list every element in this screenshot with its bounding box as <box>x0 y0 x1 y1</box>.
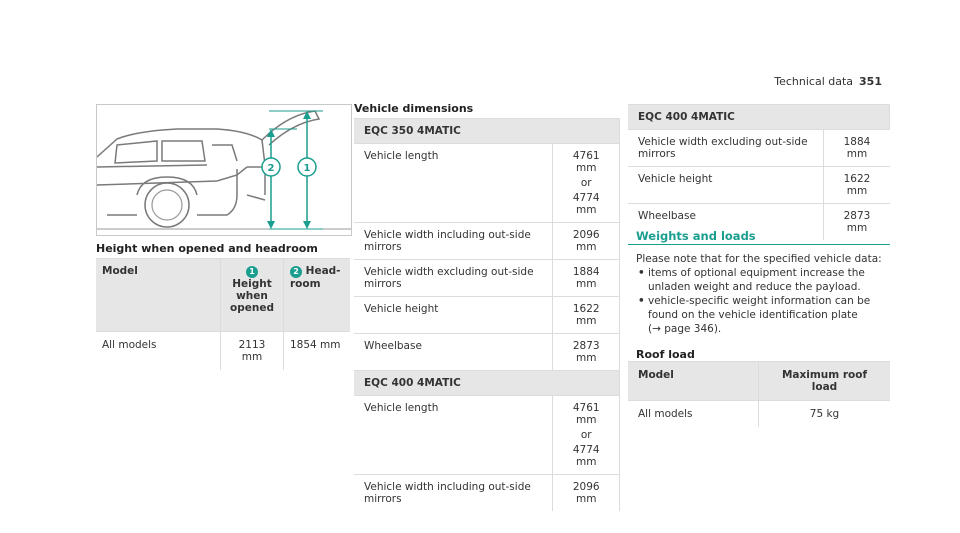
weights-intro: Please note that for the specified vehicle data: <box>636 253 882 265</box>
height-col-height <box>221 259 284 332</box>
table-row <box>354 223 620 260</box>
value-primary: 4761 mm <box>572 150 600 174</box>
row-label: Vehicle height <box>628 167 824 204</box>
vehicle-dimensions-caption: Vehicle dimensions <box>354 102 474 115</box>
row-label: Vehicle height <box>354 297 553 334</box>
height-table-header <box>96 259 350 332</box>
row-label: Vehicle length <box>354 396 553 475</box>
table-row <box>354 334 620 371</box>
table-row <box>628 130 890 167</box>
list-item <box>636 294 890 336</box>
figure-marker-2: 2 <box>267 163 275 174</box>
vehicle-dimensions-table <box>354 118 620 511</box>
row-value: 2873 mm <box>824 204 890 241</box>
section-title: Technical data <box>774 75 854 88</box>
weights-divider <box>628 244 890 245</box>
figure-marker-1: 1 <box>303 163 311 174</box>
vehicle-rear-illustration <box>97 105 351 235</box>
headroom-badge: 2 <box>290 266 302 278</box>
height-row-model: All models <box>96 332 221 371</box>
value-alt: 4774 mm <box>572 444 600 468</box>
row-label: Vehicle width including out-side mirrors <box>354 475 553 512</box>
page-reference-link[interactable]: (→ page 346). <box>648 323 722 335</box>
row-label: Wheelbase <box>628 204 824 241</box>
row-label: Vehicle width including out-side mirrors <box>354 223 553 260</box>
row-value: 1622 mm <box>824 167 890 204</box>
roof-col-max: Maximum roof load <box>759 362 891 401</box>
row-label: Vehicle length <box>354 144 553 223</box>
eqc350-title: EQC 350 4MATIC <box>354 119 620 144</box>
value-primary: 4761 mm <box>572 402 600 426</box>
row-value: 2873 mm <box>553 334 620 371</box>
row-label: Vehicle width excluding out-side mirrors <box>354 260 553 297</box>
row-value: 1622 mm <box>553 297 620 334</box>
row-value: 1884 mm <box>824 130 890 167</box>
row-value: 2096 mm <box>553 475 620 512</box>
roof-load-heading: Roof load <box>636 348 695 361</box>
row-label: Vehicle width excluding out-side mirrors <box>628 130 824 167</box>
vehicle-height-figure <box>96 104 352 236</box>
headroom-col-label: Head-room <box>290 265 341 290</box>
height-table <box>96 258 350 370</box>
row-value: 2096 mm <box>553 223 620 260</box>
list-item <box>636 266 890 294</box>
height-col-headroom <box>284 259 351 332</box>
table-row <box>628 401 890 428</box>
height-col-model: Model <box>96 259 221 332</box>
table-row <box>354 144 620 223</box>
value-or: or <box>580 429 592 441</box>
roof-load-header <box>628 362 890 401</box>
value-alt: 4774 mm <box>572 192 600 216</box>
eqc400-title-continued: EQC 400 4MATIC <box>628 105 890 130</box>
roof-col-model: Model <box>628 362 759 401</box>
row-value <box>553 396 620 475</box>
weights-heading: Weights and loads <box>636 229 756 243</box>
bullet-text: items of optional equipment increase the unladen weight and reduce the payload. <box>648 267 865 293</box>
weights-body <box>636 252 890 336</box>
row-value <box>553 144 620 223</box>
row-value: 1884 mm <box>553 260 620 297</box>
height-col-label: Height when opened <box>230 278 274 314</box>
page-number: 351 <box>859 75 882 88</box>
bullet-text: vehicle-specific weight information can be found on the vehicle identification plate <box>648 295 871 321</box>
table-row <box>354 297 620 334</box>
table-row <box>96 332 350 371</box>
height-badge: 1 <box>246 266 258 278</box>
table-row <box>354 260 620 297</box>
table-row <box>354 396 620 475</box>
height-caption: Height when opened and headroom <box>96 242 318 255</box>
eqc400-continued-table <box>628 104 890 240</box>
roof-row-value: 75 kg <box>759 401 891 428</box>
page-header <box>774 75 882 88</box>
height-row-height: 2113 mm <box>221 332 284 371</box>
height-row-headroom: 1854 mm <box>284 332 351 371</box>
table-row <box>354 475 620 512</box>
row-label: Wheelbase <box>354 334 553 371</box>
eqc400-title: EQC 400 4MATIC <box>354 371 620 396</box>
table-row <box>628 167 890 204</box>
value-or: or <box>580 177 592 189</box>
roof-load-table <box>628 361 890 427</box>
roof-row-model: All models <box>628 401 759 428</box>
